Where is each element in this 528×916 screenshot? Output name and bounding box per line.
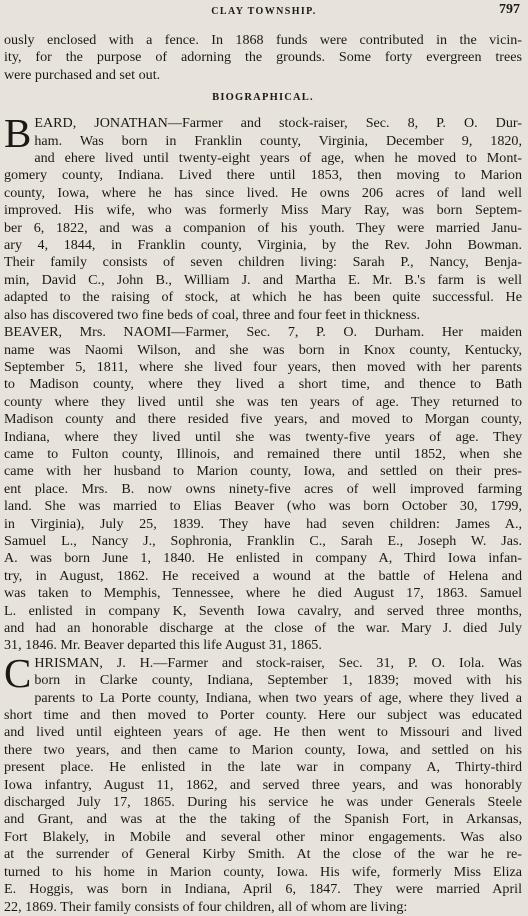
text-line: were purchased and set out. — [4, 66, 161, 83]
text-line: adapted to the raising of stock, at which he has been quite successful. He — [4, 289, 522, 306]
text-line: EARD, JONATHAN—Farmer and stock-raiser, Sec. 8, P. O. Dur- — [34, 115, 522, 132]
text-line: came with her husband to Marion county, Iowa, and settled on their pres- — [4, 463, 522, 480]
text-line: and ehere lived until twenty-eight years of age, when he moved to Mont- — [34, 150, 522, 167]
text-line: min, David C., John B., William J. and Martha E. Mr. B.'s farm is well — [4, 271, 522, 288]
text-line: Fort Blakely, in Mobile and several other minor engagements. Was also — [4, 828, 522, 845]
text-line: Madison county and there resided five years, and moved to Morgan county, — [4, 411, 522, 428]
text-line: at the surrender of General Kirby Smith. At the close of the war he re- — [4, 846, 522, 863]
text-line: born in Clarke county, Indiana, September 1, 1839; moved with his — [34, 672, 522, 689]
text-line: also has discovered two fine beds of coal, three and four feet in thickness. — [4, 306, 421, 323]
text-line: ham. Was born in Franklin county, Virginia, December 9, 1820, — [34, 132, 522, 149]
text-line: 31, 1846. Mr. Beaver departed this life August 31, 1865. — [4, 637, 322, 654]
text-line: Iowa infantry, August 11, 1862, and served three years, and was honorably — [4, 776, 522, 793]
section-heading: BIOGRAPHICAL. — [212, 92, 314, 104]
text-line: and Grant, and was at the the taking of the Spanish Fort, in Arkansas, — [4, 811, 522, 828]
text-line: ent place. Mrs. B. now owns ninety-five acres of well improved farming — [4, 480, 522, 497]
text-line: land. She was married to Elias Beaver (who was born October 30, 1799, — [4, 498, 522, 515]
running-head: CLAY TOWNSHIP. — [211, 6, 317, 17]
biography-chrisman — [4, 649, 522, 916]
text-line: county, Iowa, where he has since lived. He owns 206 acres of land well — [4, 184, 522, 201]
text-line: A. was born June 1, 1840. He enlisted in company A, Third Iowa infan- — [4, 550, 522, 567]
text-line: try, in August, 1862. He received a wound at the battle of Helena and — [4, 567, 522, 584]
page-number: 797 — [499, 2, 520, 17]
text-line: in Virginia), July 25, 1839. They have had seven children: James A., — [4, 515, 522, 532]
text-line: Their family consists of seven children living: Sarah P., Nancy, Benja- — [4, 254, 522, 271]
page-header — [0, 2, 528, 24]
text-line: turned to his home in Marion county, Iowa. His wife, formerly Miss Eliza — [4, 863, 522, 880]
page-body — [4, 32, 522, 916]
text-line: ber 6, 1822, and was a companion of his youth. They were married Janu- — [4, 219, 522, 236]
text-line: to Madison county, where they lived a short time, and thence to Bath — [4, 376, 522, 393]
text-line: HRISMAN, J. H.—Farmer and stock-raiser, Sec. 31, P. O. Iola. Was — [34, 654, 522, 671]
text-line: parents to La Porte county, Indiana, when two years of age, where they lived a — [34, 689, 522, 706]
text-line: name was Naomi Wilson, and she was born in Knox county, Kentucky, — [4, 341, 522, 358]
text-line: ously enclosed with a fence. In 1868 funds were contributed in the vicin- — [4, 32, 522, 48]
drop-cap: B — [4, 110, 32, 157]
text-line: Indiana, where they lived until she was twenty-five years of age. They — [4, 428, 522, 445]
text-line: and lived until eighteen years of age. He then went to Missouri and lived — [4, 724, 522, 741]
text-line: discharged July 17, 1865. During his service he was under Generals Steele — [4, 794, 522, 811]
text-line: September 5, 1811, where she lived four years, then moved with her parents — [4, 358, 522, 375]
text-line: L. enlisted in company K, Seventh Iowa cavalry, and served three months, — [4, 602, 522, 619]
text-line: improved. His wife, who was formerly Miss Mary Ray, was born Septem- — [4, 202, 522, 219]
text-line: present place. He enlisted in the late war in company A, Thirty-third — [4, 759, 522, 776]
text-line: Samuel L., Nancy J., Sophronia, Franklin C., Sarah E., Joseph W. Jas. — [4, 532, 522, 549]
biography-beard — [4, 110, 522, 324]
text-line: was taken to Memphis, Tennessee, where he died August 17, 1863. Samuel — [4, 585, 522, 602]
biography-beaver — [4, 324, 522, 655]
text-line: E. Hoggis, was born in Indiana, April 6, 1847. They were married April — [4, 881, 522, 898]
text-line: came to Fulton county, Illinois, and remained there until 1852, when she — [4, 445, 522, 462]
text-line: county where they lived until she was ten years of age. They returned to — [4, 393, 522, 410]
text-line: 22, 1869. Their family consists of four children, all of whom are living: — [4, 898, 408, 915]
text-line: there two years, and then came to Marion county, Iowa, and settled on his — [4, 741, 522, 758]
text-line: ity, for the purpose of adorning the grounds. Some forty evergreen trees — [4, 49, 522, 66]
text-line: and had an honorable discharge at the close of the war. Mary J. died July — [4, 620, 522, 636]
text-line: ary 4, 1844, in Franklin county, Virginia, by the Rev. John Bowman. — [4, 237, 522, 254]
text-line: gomery county, Indiana. Lived there until 1853, then moving to Marion — [4, 167, 522, 184]
intro-paragraph — [4, 32, 522, 84]
text-line: BEAVER, Mrs. NAOMI—Farmer, Sec. 7, P. O. Durham. Her maiden — [4, 324, 522, 341]
drop-cap: C — [4, 649, 32, 696]
text-line: short time and then moved to Porter county. Here our subject was educated — [4, 707, 522, 724]
